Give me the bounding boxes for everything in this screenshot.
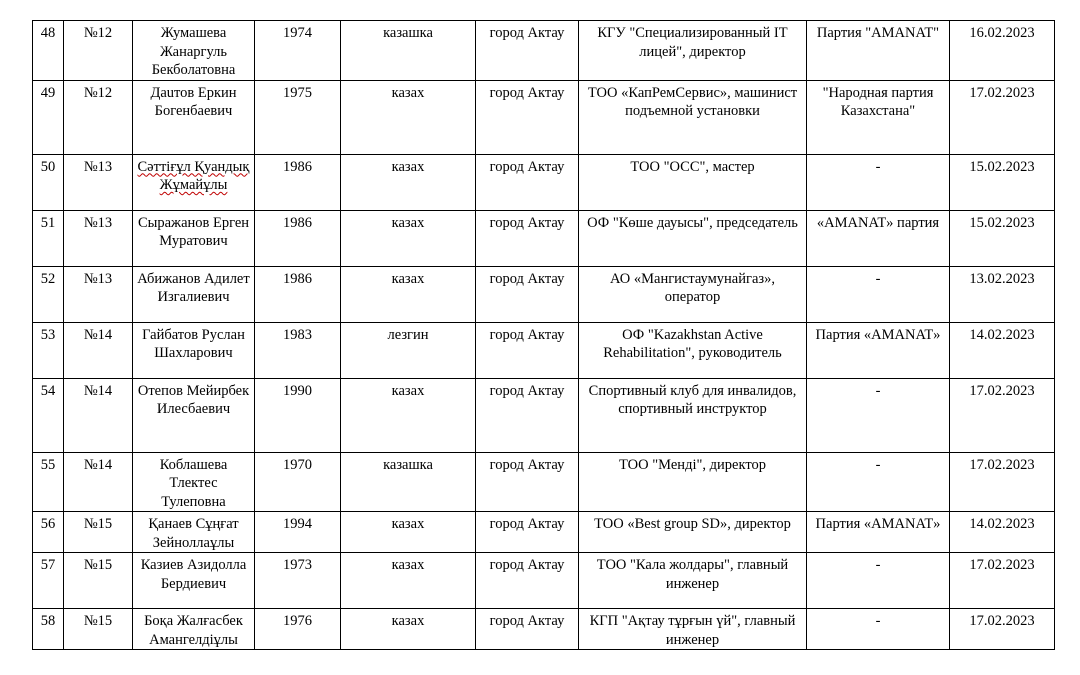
birth-year: 1986 xyxy=(255,210,341,266)
nationality: казах xyxy=(341,553,476,609)
birth-year: 1986 xyxy=(255,266,341,322)
table-row xyxy=(33,80,1055,154)
residence: город Актау xyxy=(476,80,579,154)
candidate-name: Казиев Азидолла Бердиевич xyxy=(133,553,255,609)
birth-year: 1973 xyxy=(255,553,341,609)
residence: город Актау xyxy=(476,322,579,378)
party-affiliation: - xyxy=(807,609,950,650)
workplace-position: ТОО "Кала жолдары", главный инженер xyxy=(579,553,807,609)
residence: город Актау xyxy=(476,21,579,81)
party-affiliation: Партия "AMANAT" xyxy=(807,21,950,81)
row-number: 55 xyxy=(33,452,64,512)
birth-year: 1983 xyxy=(255,322,341,378)
table-body xyxy=(33,21,1055,650)
residence: город Актау xyxy=(476,512,579,553)
row-number: 51 xyxy=(33,210,64,266)
residence: город Актау xyxy=(476,154,579,210)
nationality: казах xyxy=(341,609,476,650)
nationality: казашка xyxy=(341,21,476,81)
candidate-name: Коблашева Тлектес Тулеповна xyxy=(133,452,255,512)
nationality: казах xyxy=(341,378,476,452)
row-number: 58 xyxy=(33,609,64,650)
candidate-name: Жумашева Жанаргуль Бекболатовна xyxy=(133,21,255,81)
party-affiliation: - xyxy=(807,154,950,210)
workplace-position: Спортивный клуб для инвалидов, спортивный инструктор xyxy=(579,378,807,452)
candidate-name: Гайбатов Руслан Шахларович xyxy=(133,322,255,378)
table-row xyxy=(33,609,1055,650)
row-number: 52 xyxy=(33,266,64,322)
residence: город Актау xyxy=(476,452,579,512)
candidate-name: Боқа Жалғасбек Амангелдіұлы xyxy=(133,609,255,650)
candidate-name: Даuтов Еркин Богенбаевич xyxy=(133,80,255,154)
birth-year: 1970 xyxy=(255,452,341,512)
workplace-position: КГП "Ақтау тұрғын үй", главный инженер xyxy=(579,609,807,650)
birth-year: 1990 xyxy=(255,378,341,452)
workplace-position: ТОО «Best group SD», директор xyxy=(579,512,807,553)
nationality: казах xyxy=(341,154,476,210)
workplace-position: ТОО "Менді", директор xyxy=(579,452,807,512)
workplace-position: АО «Мангистаумунайгаз», оператор xyxy=(579,266,807,322)
table-row xyxy=(33,154,1055,210)
district-number: №13 xyxy=(64,266,133,322)
party-affiliation: - xyxy=(807,266,950,322)
row-number: 54 xyxy=(33,378,64,452)
birth-year: 1986 xyxy=(255,154,341,210)
table-row xyxy=(33,322,1055,378)
table-row xyxy=(33,512,1055,553)
party-affiliation: "Народная партия Казахстана" xyxy=(807,80,950,154)
row-number: 53 xyxy=(33,322,64,378)
candidate-name: Отепов Мейирбек Илесбаевич xyxy=(133,378,255,452)
workplace-position: ОФ "Kazakhstan Active Rehabilitation", руководитель xyxy=(579,322,807,378)
candidate-name: Сәттіғұл Қуандық Жұмайұлы xyxy=(133,154,255,210)
registration-date: 15.02.2023 xyxy=(950,154,1055,210)
nationality: казашка xyxy=(341,452,476,512)
registration-date: 17.02.2023 xyxy=(950,378,1055,452)
nationality: казах xyxy=(341,80,476,154)
row-number: 50 xyxy=(33,154,64,210)
party-affiliation: Партия «AMANAT» xyxy=(807,322,950,378)
workplace-position: КГУ "Специализированный IT лицей", директор xyxy=(579,21,807,81)
residence: город Актау xyxy=(476,553,579,609)
party-affiliation: - xyxy=(807,553,950,609)
district-number: №14 xyxy=(64,452,133,512)
row-number: 49 xyxy=(33,80,64,154)
residence: город Актау xyxy=(476,210,579,266)
table-row xyxy=(33,266,1055,322)
candidates-table xyxy=(32,20,1055,650)
candidate-name: Қанаев Сұңғат Зейноллаұлы xyxy=(133,512,255,553)
table-row xyxy=(33,210,1055,266)
row-number: 57 xyxy=(33,553,64,609)
residence: город Актау xyxy=(476,378,579,452)
candidate-name: Сыражанов Ерген Муратович xyxy=(133,210,255,266)
birth-year: 1974 xyxy=(255,21,341,81)
residence: город Актау xyxy=(476,609,579,650)
registration-date: 17.02.2023 xyxy=(950,609,1055,650)
registration-date: 16.02.2023 xyxy=(950,21,1055,81)
workplace-position: ОФ "Көше дауысы", председатель xyxy=(579,210,807,266)
candidates-table-container xyxy=(32,20,1055,650)
birth-year: 1976 xyxy=(255,609,341,650)
district-number: №15 xyxy=(64,609,133,650)
row-number: 48 xyxy=(33,21,64,81)
row-number: 56 xyxy=(33,512,64,553)
party-affiliation: - xyxy=(807,378,950,452)
registration-date: 13.02.2023 xyxy=(950,266,1055,322)
workplace-position: ТОО "ОСС", мастер xyxy=(579,154,807,210)
nationality: лезгин xyxy=(341,322,476,378)
residence: город Актау xyxy=(476,266,579,322)
workplace-position: ТОО «КапРемСервис», машинист подъемной установки xyxy=(579,80,807,154)
registration-date: 17.02.2023 xyxy=(950,452,1055,512)
registration-date: 17.02.2023 xyxy=(950,553,1055,609)
district-number: №14 xyxy=(64,322,133,378)
candidate-name: Абижанов Адилет Изгалиевич xyxy=(133,266,255,322)
registration-date: 14.02.2023 xyxy=(950,512,1055,553)
nationality: казах xyxy=(341,210,476,266)
table-row xyxy=(33,21,1055,81)
registration-date: 14.02.2023 xyxy=(950,322,1055,378)
table-row xyxy=(33,378,1055,452)
nationality: казах xyxy=(341,266,476,322)
district-number: №12 xyxy=(64,80,133,154)
birth-year: 1975 xyxy=(255,80,341,154)
party-affiliation: «AMANAT» партия xyxy=(807,210,950,266)
district-number: №14 xyxy=(64,378,133,452)
birth-year: 1994 xyxy=(255,512,341,553)
table-row xyxy=(33,452,1055,512)
district-number: №15 xyxy=(64,512,133,553)
district-number: №13 xyxy=(64,210,133,266)
party-affiliation: Партия «AMANAT» xyxy=(807,512,950,553)
district-number: №12 xyxy=(64,21,133,81)
party-affiliation: - xyxy=(807,452,950,512)
district-number: №13 xyxy=(64,154,133,210)
registration-date: 17.02.2023 xyxy=(950,80,1055,154)
district-number: №15 xyxy=(64,553,133,609)
nationality: казах xyxy=(341,512,476,553)
table-row xyxy=(33,553,1055,609)
registration-date: 15.02.2023 xyxy=(950,210,1055,266)
